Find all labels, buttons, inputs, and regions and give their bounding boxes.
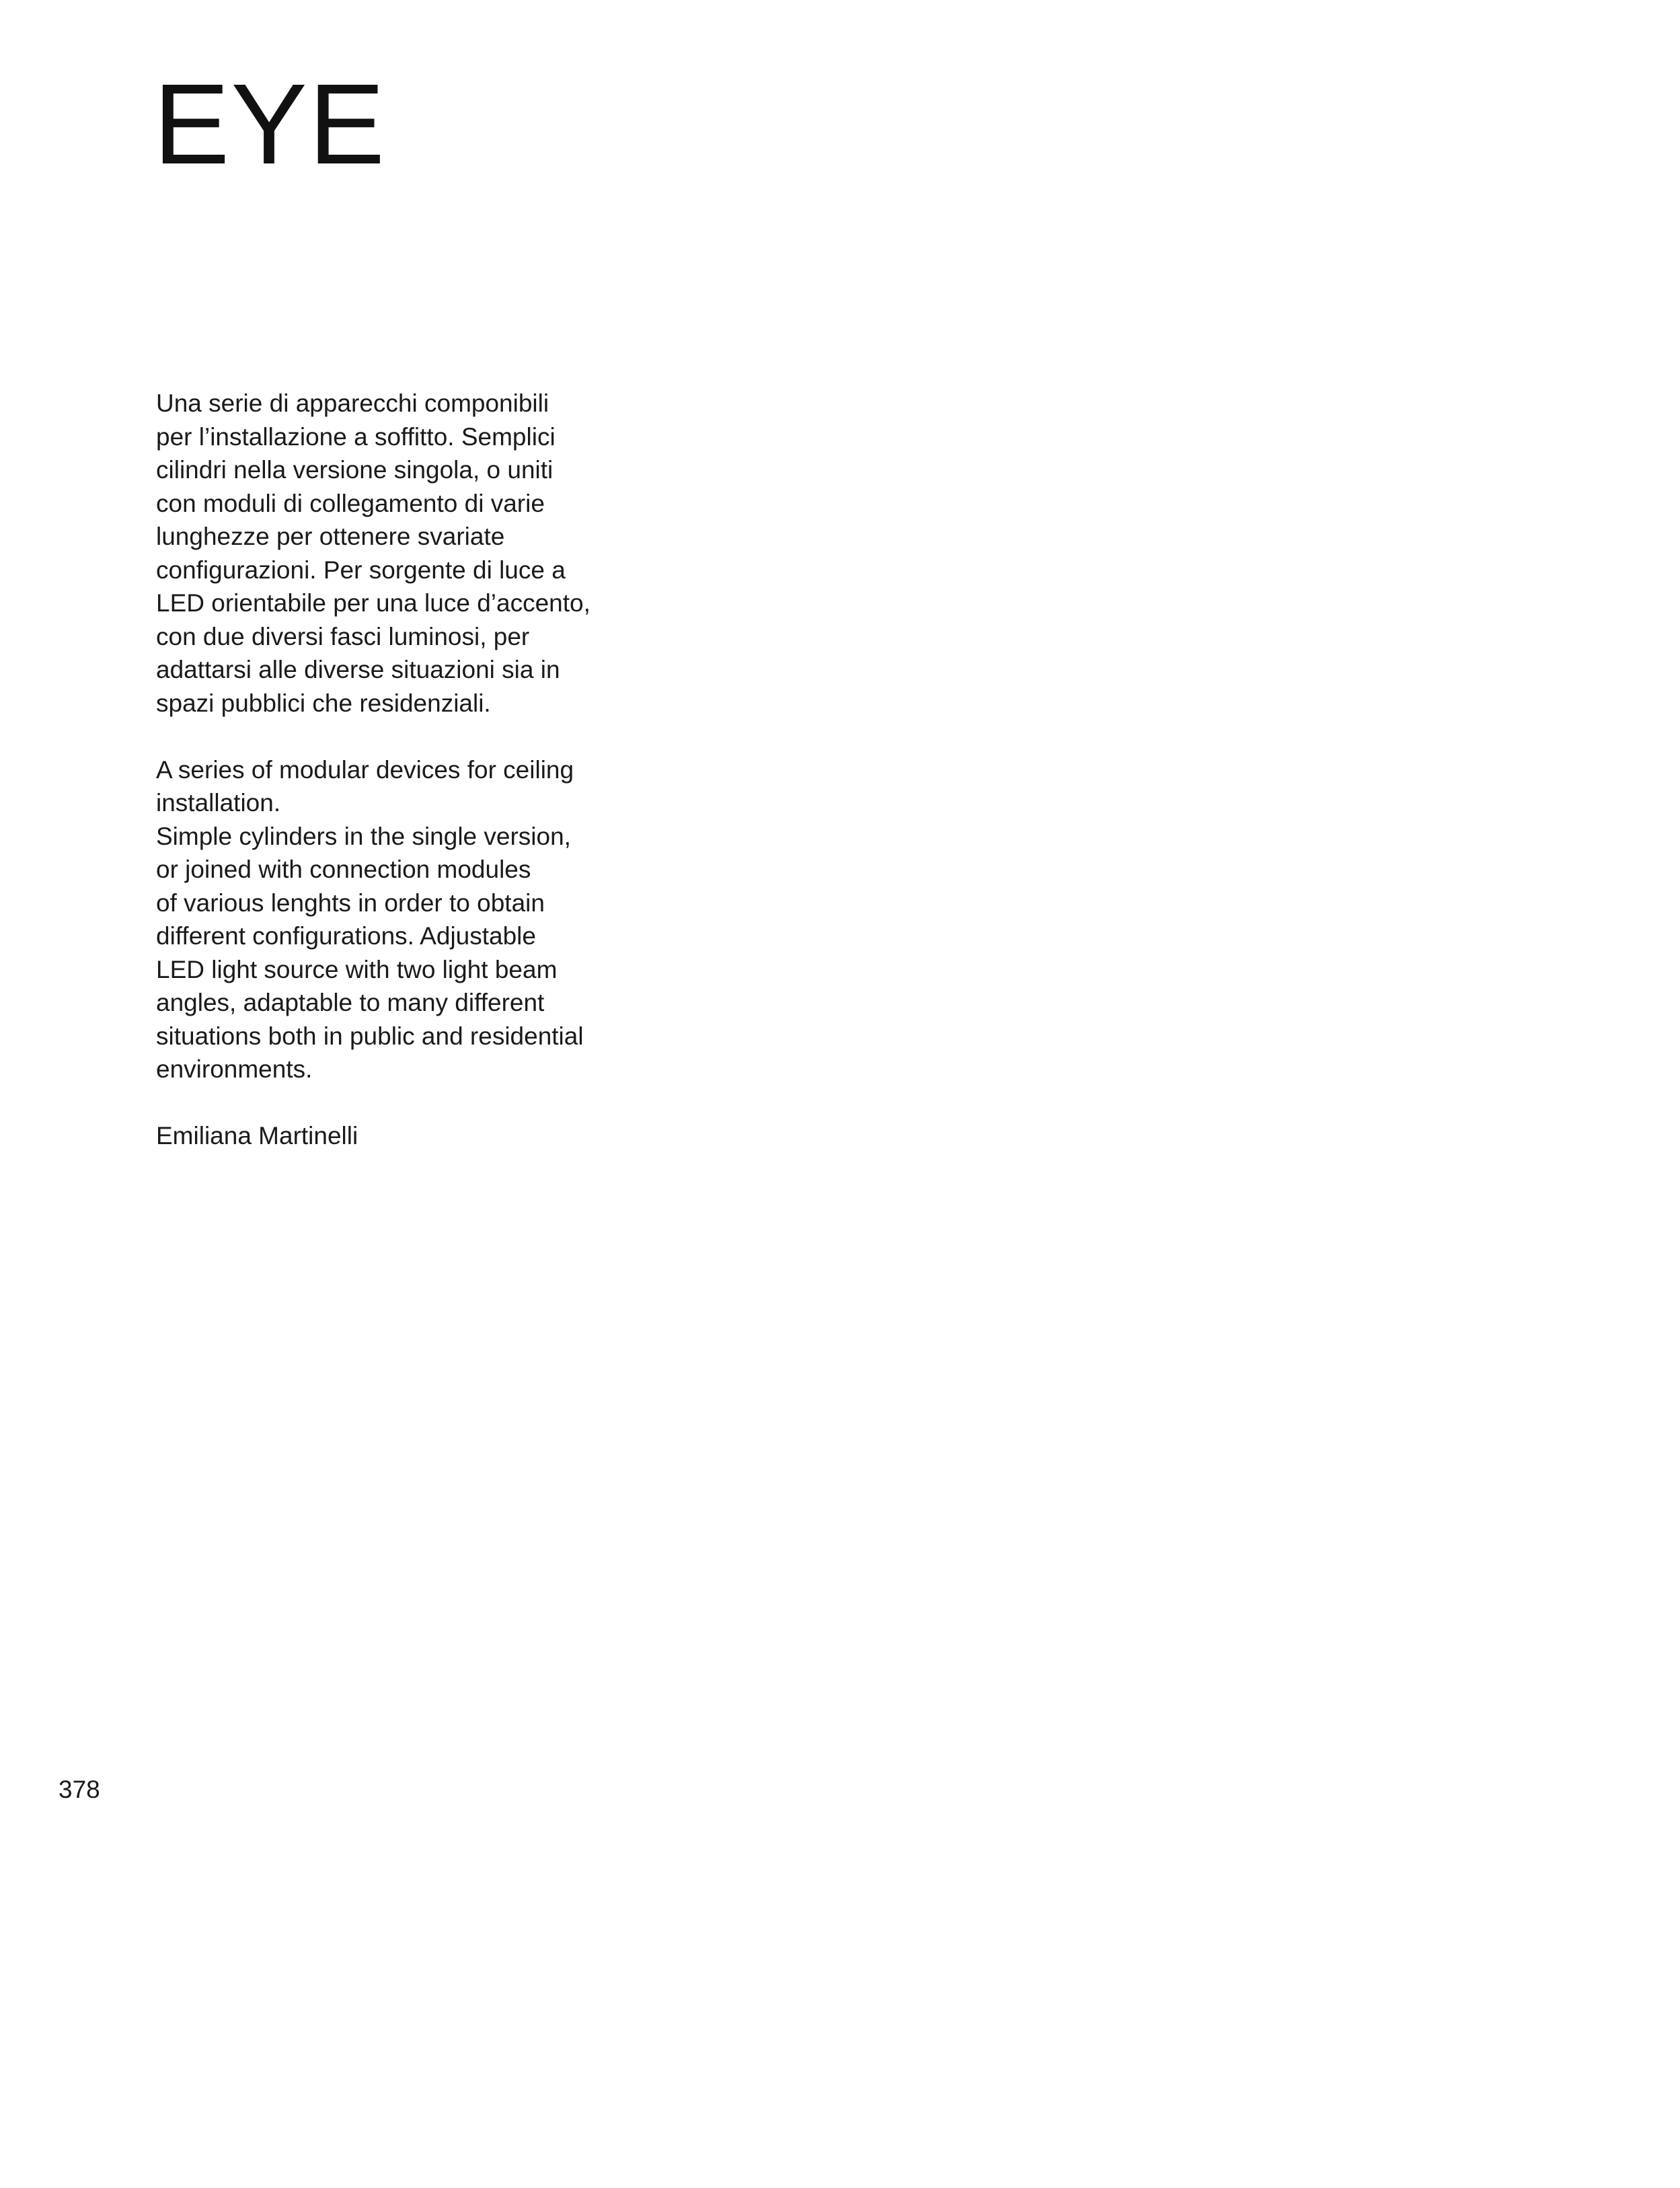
italian-description	[156, 387, 667, 720]
english-line: or joined with connection modules	[156, 856, 531, 883]
italian-line: con due diversi fasci luminosi, per	[156, 622, 530, 650]
english-line: of various lenghts in order to obtain	[156, 889, 545, 917]
italian-line: adattarsi alle diverse situazioni sia in	[156, 656, 560, 683]
italian-line: lunghezze per ottenere svariate	[156, 523, 505, 550]
english-line: different configurations. Adjustable	[156, 922, 536, 950]
english-line: Simple cylinders in the single version,	[156, 822, 571, 850]
description-column	[156, 387, 667, 1186]
english-line: environments.	[156, 1055, 313, 1083]
italian-line: cilindri nella versione singola, o uniti	[156, 456, 553, 484]
english-line: situations both in public and residential	[156, 1022, 584, 1050]
english-line: LED light source with two light beam	[156, 955, 558, 983]
designer-credit: Emiliana Martinelli	[156, 1122, 358, 1149]
italian-line: per l’installazione a soffitto. Semplici	[156, 422, 556, 451]
italian-line: con moduli di collegamento di varie	[156, 489, 545, 517]
english-description	[156, 753, 667, 1086]
page-number: 378	[59, 1776, 100, 1803]
english-line: A series of modular devices for ceiling	[156, 755, 574, 784]
italian-line: spazi pubblici che residenziali.	[156, 689, 491, 717]
italian-line: configurazioni. Per sorgente di luce a	[156, 556, 566, 584]
english-line: angles, adaptable to many different	[156, 989, 545, 1016]
italian-line: Una serie di apparecchi componibili	[156, 389, 549, 417]
product-title: EYE	[153, 61, 387, 188]
english-line: installation.	[156, 789, 281, 817]
italian-line: LED orientabile per una luce d’accento,	[156, 589, 590, 617]
